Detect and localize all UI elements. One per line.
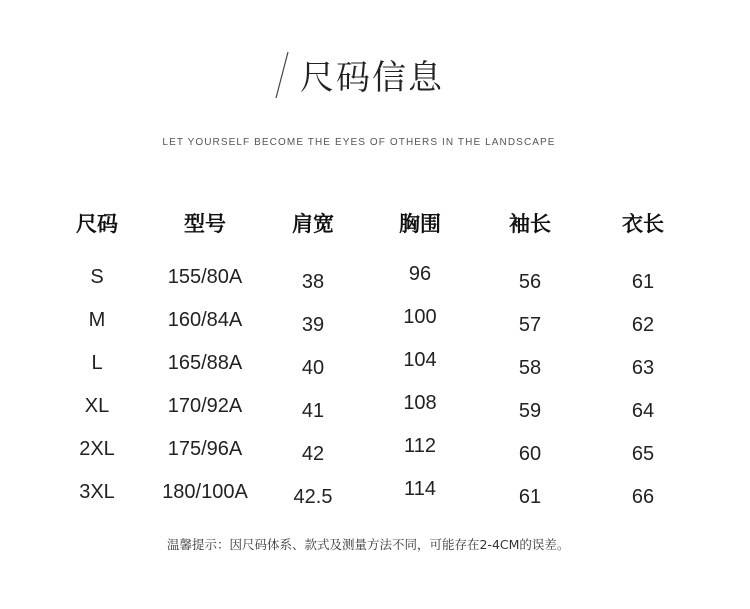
table-cell-model: 170/92A [167,395,243,417]
table-cell-sleeve: 58 [518,357,542,379]
table-cell-shoulder: 42.5 [293,486,333,508]
table-cell-sleeve: 61 [518,486,542,508]
page-subtitle: LET YOURSELF BECOME THE EYES OF OTHERS IN THE LANDSCAPE [162,137,556,148]
table-cell-size: M [88,309,106,331]
table-cell-shoulder: 40 [301,357,325,379]
table-cell-model: 155/80A [167,266,243,288]
table-cell-length: 64 [631,400,655,422]
table-cell-model: 180/100A [162,481,248,503]
table-cell-sleeve: 60 [518,443,542,465]
table-cell-length: 63 [631,357,655,379]
table-cell-chest: 112 [404,435,436,457]
table-cell-size: L [91,352,103,374]
table-cell-model: 175/96A [167,438,243,460]
table-cell-size: 3XL [79,481,115,503]
table-cell-chest: 100 [403,306,437,328]
table-cell-chest: 108 [403,392,437,414]
column-header-chest: 胸围 [399,212,441,236]
column-header-length: 衣长 [622,212,664,236]
table-cell-chest: 104 [403,349,437,371]
table-cell-sleeve: 57 [518,314,542,336]
table-cell-shoulder: 42 [301,443,325,465]
table-cell-chest: 96 [408,263,432,285]
table-cell-length: 66 [631,486,655,508]
table-cell-length: 61 [631,271,655,293]
table-cell-length: 65 [631,443,655,465]
page-title: 尺码信息 [300,58,444,98]
column-header-sleeve: 袖长 [509,212,551,236]
column-header-shoulder: 肩宽 [292,212,334,236]
column-header-model: 型号 [184,212,226,236]
table-cell-shoulder: 41 [301,400,325,422]
table-cell-size: 2XL [79,438,115,460]
table-cell-chest: 114 [404,478,436,500]
table-cell-shoulder: 38 [301,271,325,293]
table-cell-model: 160/84A [167,309,243,331]
table-cell-size: XL [84,395,110,417]
table-cell-size: S [90,266,104,288]
table-cell-sleeve: 59 [518,400,542,422]
table-cell-sleeve: 56 [518,271,542,293]
table-cell-length: 62 [631,314,655,336]
table-cell-model: 165/88A [167,352,243,374]
table-cell-shoulder: 39 [301,314,325,336]
tip-note: 温馨提示：因尺码体系、款式及测量方法不同，可能存在2-4CM的误差。 [167,537,570,552]
column-header-size: 尺码 [76,212,118,236]
